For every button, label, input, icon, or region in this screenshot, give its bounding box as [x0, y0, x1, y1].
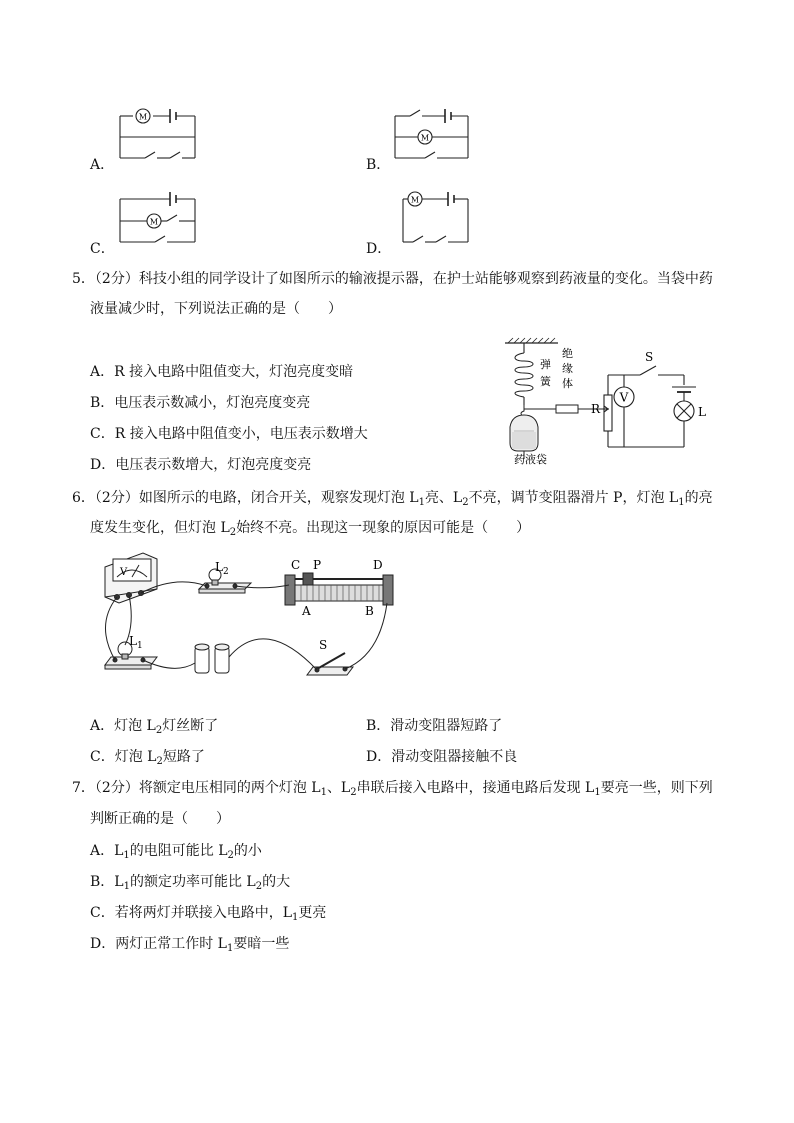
option-b-label[interactable]: B． — [366, 157, 391, 173]
motor-c: M — [149, 217, 159, 227]
slider-p-label: P — [313, 558, 322, 572]
q6-option-c[interactable]: C．灯泡 $L_2$短路了 — [90, 749, 205, 767]
q6-stem-line1: 6．（2分）如图所示的电路，闭合开关，观察发现灯泡 $L_1$亮、$L_2$不亮，调节变阻器滑片 P，灯泡 $L_1$的亮 — [72, 490, 713, 508]
switch-s-label: S — [645, 350, 654, 364]
rheostat-d-label: D — [373, 558, 383, 572]
q5-stem-line2: 液量减少时，下列说法正确的是（ ） — [90, 301, 342, 317]
spring-label-2: 簧 — [540, 375, 551, 388]
q6-option-b[interactable]: B．滑动变阻器短路了 — [366, 718, 503, 734]
q5-option-b[interactable]: B．电压表示数减小，灯泡亮度变亮 — [90, 395, 311, 411]
circuit-diagram-d — [398, 185, 478, 250]
q7-option-d[interactable]: D．两灯正常工作时 $L_1$要暗一些 — [90, 936, 290, 954]
circuit-diagram-b — [390, 100, 480, 165]
option-a-label[interactable]: A． — [90, 157, 115, 173]
physical-circuit-figure — [95, 545, 415, 685]
q5-stem-line1: 5．（2分）科技小组的同学设计了如图所示的输液提示器，在护士站能够观察到药液量的变化。当袋中药 — [72, 271, 713, 287]
motor-d: M — [410, 195, 420, 205]
insulator-label-2: 缘 — [562, 362, 573, 375]
voltmeter-face-v: V — [120, 567, 128, 578]
option-c-label[interactable]: C． — [90, 241, 115, 257]
spring-label-1: 弹 — [540, 358, 551, 371]
q6-option-a[interactable]: A．灯泡 $L_2$灯丝断了 — [90, 718, 219, 736]
infusion-alarm-figure — [500, 335, 715, 470]
q7-stem-line1: 7．（2分）将额定电压相同的两个灯泡 $L_1$、$L_2$串联后接入电路中，接通电路后发现 $L_1$要亮一些，则下列 — [72, 780, 713, 798]
q5-option-c[interactable]: C．R 接入电路中阻值变小，电压表示数增大 — [90, 426, 368, 442]
rheostat-b-label: B — [365, 604, 374, 618]
q7-stem-line2: 判断正确的是（ ） — [90, 811, 230, 827]
circuit-diagram-c — [115, 185, 205, 250]
switch-s-label-q6: S — [319, 638, 328, 652]
q7-option-c[interactable]: C．若将两灯并联接入电路中，$L_1$更亮 — [90, 905, 327, 923]
q5-option-d[interactable]: D．电压表示数增大，灯泡亮度变亮 — [90, 457, 312, 473]
circuit-diagram-a — [115, 100, 205, 165]
voltmeter-v: V — [619, 390, 629, 405]
bag-label: 药液袋 — [514, 453, 547, 466]
option-d-label[interactable]: D． — [366, 241, 392, 257]
motor-a: M — [138, 112, 148, 122]
q6-option-d[interactable]: D．滑动变阻器接触不良 — [366, 749, 518, 765]
q5-option-a[interactable]: A．R 接入电路中阻值变大，灯泡亮度变暗 — [90, 364, 354, 380]
rheostat-c-label: C — [291, 558, 301, 572]
l1-label: $L_1$ — [129, 634, 143, 651]
l2-label: $L_2$ — [215, 560, 229, 577]
q6-stem-line2: 度发生变化，但灯泡 $L_2$始终不亮。出现这一现象的原因可能是（ ） — [90, 520, 531, 538]
q7-option-a[interactable]: A．$L_1$的电阻可能比 $L_2$的小 — [90, 843, 262, 861]
resistor-r-label: R — [591, 402, 601, 416]
insulator-label-1: 绝 — [562, 347, 573, 360]
insulator-label-3: 体 — [562, 377, 573, 390]
q7-option-b[interactable]: B．$L_1$的额定功率可能比 $L_2$的大 — [90, 874, 291, 892]
lamp-l-label: L — [698, 405, 706, 419]
motor-b: M — [420, 133, 430, 143]
rheostat-a-label: A — [302, 604, 311, 618]
